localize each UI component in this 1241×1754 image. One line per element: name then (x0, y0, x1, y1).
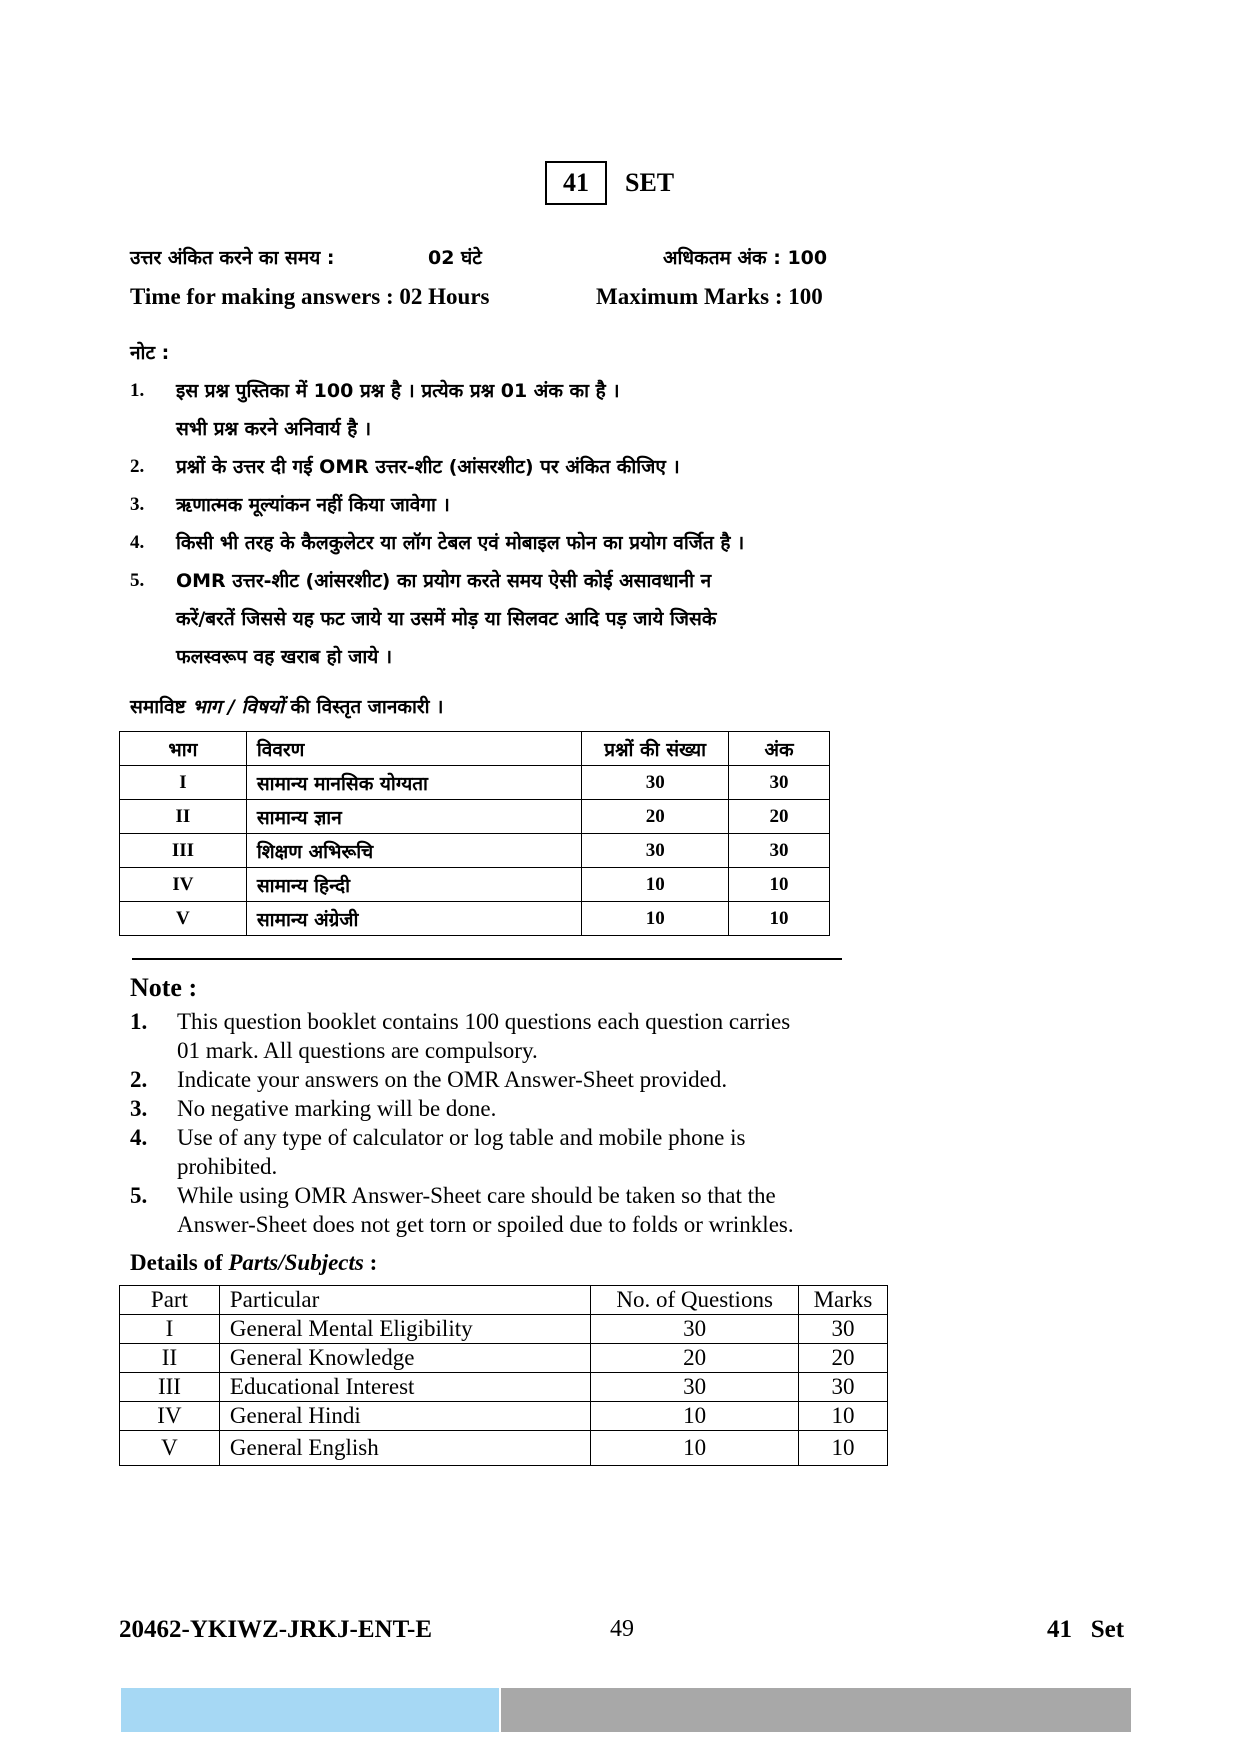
table-cell: 30 (729, 766, 830, 800)
table-cell: सामान्य ज्ञान (246, 800, 581, 834)
table-row (120, 834, 830, 868)
note-text: Indicate your answers on the OMR Answer-Sheet provided. (177, 1067, 728, 1092)
table-header-cell: No. of Questions (591, 1286, 799, 1315)
table-cell: 30 (591, 1315, 799, 1344)
note-number: 4. (130, 1125, 148, 1150)
note-text: Use of any type of calculator or log table and mobile phone is (177, 1125, 746, 1150)
hindi-note-item (130, 562, 870, 676)
separator-line (132, 958, 842, 960)
english-note-item (130, 1181, 890, 1239)
table-header-row (120, 1286, 888, 1315)
table-header-cell: Particular (219, 1286, 590, 1315)
english-note-item (130, 1123, 890, 1181)
note-text: ऋणात्मक मूल्यांकन नहीं किया जावेगा । (176, 494, 450, 516)
english-note-item (130, 1007, 890, 1065)
hindi-details-prefix: समाविष्ट (130, 696, 186, 718)
table-header-cell: Part (120, 1286, 220, 1315)
note-text: प्रश्नों के उत्तर दी गई OMR उत्तर-शीट (आंसरशीट) पर अंकित कीजिए । (176, 456, 680, 478)
table-cell: IV (120, 1402, 220, 1431)
table-header-cell: Marks (799, 1286, 888, 1315)
table-cell: 20 (729, 800, 830, 834)
table-row (120, 766, 830, 800)
set-header (545, 160, 674, 206)
table-row (120, 1373, 888, 1402)
table-cell: II (120, 1344, 220, 1373)
english-details-italic: Parts/Subjects (228, 1250, 364, 1275)
note-number: 3. (130, 1096, 148, 1121)
page-number: 49 (610, 1616, 634, 1642)
table-cell: I (120, 1315, 220, 1344)
note-text: फलस्वरूप वह खराब हो जाये । (176, 646, 393, 668)
note-text: No negative marking will be done. (177, 1096, 497, 1121)
note-number: 1. (130, 1009, 148, 1034)
set-label: SET (625, 168, 675, 197)
english-note-item (130, 1094, 890, 1123)
booklet-code: 20462-YKIWZ-JRKJ-ENT-E (119, 1616, 432, 1643)
table-cell: 10 (799, 1402, 888, 1431)
english-details-suffix: : (369, 1250, 378, 1275)
note-number: 5. (130, 1183, 148, 1208)
note-number: 5. (130, 570, 145, 591)
note-text: Answer-Sheet does not get torn or spoiled due to folds or wrinkles. (177, 1212, 794, 1237)
note-text: This question booklet contains 100 questions each question carries (177, 1009, 791, 1034)
table-cell: I (120, 766, 247, 800)
table-row (120, 902, 830, 936)
footer-bar-gray (501, 1688, 1131, 1732)
note-text: OMR उत्तर-शीट (आंसरशीट) का प्रयोग करते समय ऐसी कोई असावधानी न (176, 570, 712, 592)
hindi-time-label: उत्तर अंकित करने का समय : (130, 247, 335, 269)
table-cell: General Knowledge (219, 1344, 590, 1373)
table-cell: IV (120, 868, 247, 902)
english-details-heading (130, 1250, 377, 1276)
english-details-prefix: Details of (130, 1250, 223, 1275)
table-cell: 20 (799, 1344, 888, 1373)
table-row (120, 800, 830, 834)
table-cell: 30 (582, 834, 729, 868)
hindi-details-suffix: की विस्तृत जानकारी । (290, 696, 444, 718)
table-cell: 10 (729, 868, 830, 902)
english-parts-table (119, 1285, 888, 1466)
table-row (120, 868, 830, 902)
hindi-note-item (130, 524, 870, 562)
hindi-note-item (130, 448, 870, 486)
english-note-heading: Note : (130, 973, 198, 1002)
table-cell: V (120, 1431, 220, 1466)
table-cell: General English (219, 1431, 590, 1466)
english-note-item (130, 1065, 890, 1094)
note-number: 1. (130, 380, 145, 401)
note-text: इस प्रश्न पुस्तिका में 100 प्रश्न है । प्रत्येक प्रश्न 01 अंक का है । (176, 380, 620, 402)
table-header-cell: अंक (729, 732, 830, 766)
table-row (120, 1431, 888, 1466)
note-number: 3. (130, 494, 145, 515)
note-text: While using OMR Answer-Sheet care should be taken so that the (177, 1183, 776, 1208)
table-row (120, 1344, 888, 1373)
table-cell: 10 (799, 1431, 888, 1466)
table-row (120, 1402, 888, 1431)
table-cell: 20 (582, 800, 729, 834)
table-cell: General Mental Eligibility (219, 1315, 590, 1344)
note-number: 4. (130, 532, 145, 553)
set-number-box: 41 (545, 161, 607, 205)
hindi-time-value: 02 घंटे (428, 247, 482, 269)
table-cell: 10 (582, 868, 729, 902)
table-cell: 10 (591, 1431, 799, 1466)
note-text: prohibited. (177, 1154, 278, 1179)
table-header-cell: भाग (120, 732, 247, 766)
english-note-list (130, 1007, 890, 1239)
hindi-note-heading: नोट : (130, 342, 170, 364)
table-cell: 10 (582, 902, 729, 936)
table-cell: सामान्य मानसिक योग्यता (246, 766, 581, 800)
table-cell: II (120, 800, 247, 834)
table-cell: V (120, 902, 247, 936)
footer-set-label: 41 Set (1047, 1616, 1125, 1643)
note-text: करें/बरतें जिससे यह फट जाये या उसमें मोड़ या सिलवट आदि पड़ जाये जिसके (176, 608, 717, 630)
note-text: 01 mark. All questions are compulsory. (177, 1038, 538, 1063)
hindi-note-item (130, 486, 870, 524)
note-number: 2. (130, 456, 145, 477)
table-cell: 30 (582, 766, 729, 800)
table-cell: शिक्षण अभिरूचि (246, 834, 581, 868)
hindi-parts-table (119, 731, 830, 936)
hindi-max-marks: अधिकतम अंक : 100 (663, 247, 828, 269)
table-row (120, 1315, 888, 1344)
table-cell: सामान्य हिन्दी (246, 868, 581, 902)
table-cell: General Hindi (219, 1402, 590, 1431)
table-header-cell: विवरण (246, 732, 581, 766)
hindi-details-heading (130, 693, 443, 719)
hindi-note-item (130, 372, 870, 448)
table-cell: 30 (799, 1373, 888, 1402)
english-time-label: Time for making answers : 02 Hours (130, 284, 490, 309)
note-text: किसी भी तरह के कैलकुलेटर या लॉग टेबल एवं मोबाइल फोन का प्रयोग वर्जित है । (176, 532, 745, 554)
table-header-row (120, 732, 830, 766)
table-cell: 30 (799, 1315, 888, 1344)
table-cell: 20 (591, 1344, 799, 1373)
table-header-cell: प्रश्नों की संख्या (582, 732, 729, 766)
english-max-marks: Maximum Marks : 100 (596, 284, 823, 309)
hindi-details-italic: भाग / विषयों (192, 696, 284, 718)
table-cell: 10 (591, 1402, 799, 1431)
footer-bar-blue (121, 1688, 499, 1732)
note-text: सभी प्रश्न करने अनिवार्य है । (176, 418, 372, 440)
table-cell: III (120, 834, 247, 868)
table-cell: 10 (729, 902, 830, 936)
table-cell: III (120, 1373, 220, 1402)
table-cell: 30 (591, 1373, 799, 1402)
table-cell: सामान्य अंग्रेजी (246, 902, 581, 936)
note-number: 2. (130, 1067, 148, 1092)
hindi-note-list (130, 372, 870, 676)
table-cell: Educational Interest (219, 1373, 590, 1402)
table-cell: 30 (729, 834, 830, 868)
